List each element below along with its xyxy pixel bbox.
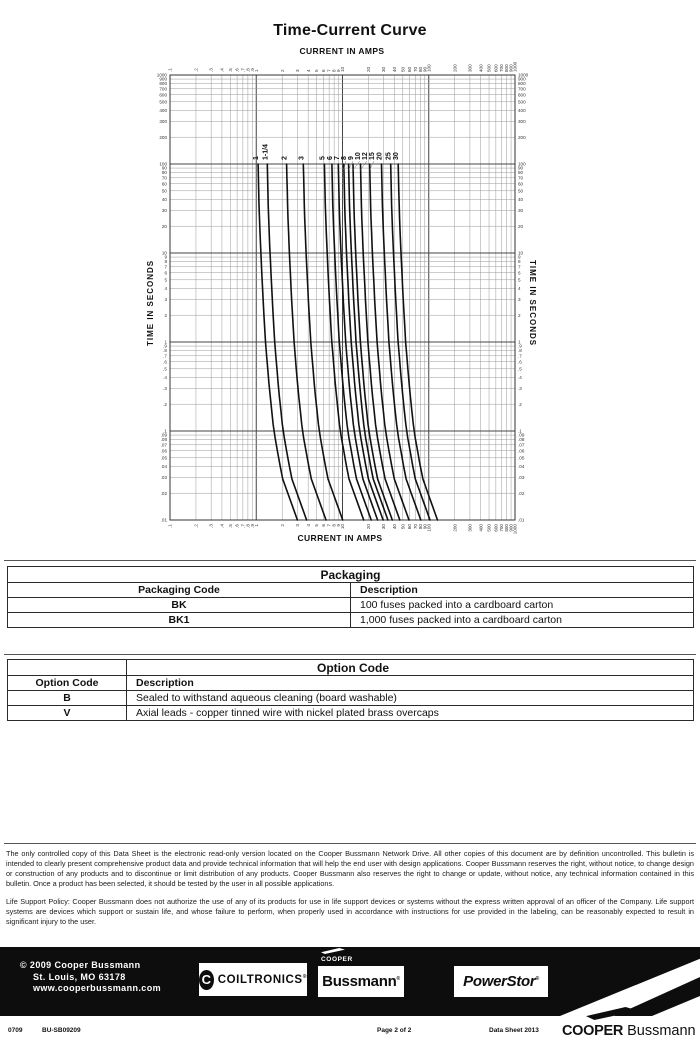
svg-text:9: 9 [164,254,167,260]
svg-text:2: 2 [164,312,167,318]
svg-text:40: 40 [518,197,524,203]
svg-text:9: 9 [336,524,342,527]
website-line: www.cooperbussmann.com [33,983,161,993]
curve-label: 20 [376,152,384,160]
svg-text:700: 700 [499,64,505,72]
svg-text:6: 6 [518,270,521,276]
svg-text:50: 50 [518,188,524,194]
svg-text:10: 10 [340,66,346,72]
svg-text:.4: .4 [163,375,167,381]
registered-mark-icon: ® [302,973,307,980]
cooper-wordmark-small: COOPER [321,955,353,963]
curve-label: 10 [354,152,362,160]
svg-text:400: 400 [478,64,484,72]
svg-text:.7: .7 [240,524,246,528]
svg-text:.05: .05 [160,455,167,461]
svg-text:.3: .3 [163,386,167,392]
table-row [8,613,694,628]
svg-text:9: 9 [336,69,342,72]
svg-text:500: 500 [486,524,492,532]
svg-text:.3: .3 [208,524,214,528]
column-header: Packaging Code [8,583,351,598]
svg-text:1000: 1000 [156,72,167,78]
curve-label: 9 [347,156,355,160]
svg-text:20: 20 [366,66,372,72]
svg-text:4: 4 [164,286,167,292]
coiltronics-logo [199,963,307,996]
svg-text:6: 6 [164,270,167,276]
svg-text:30: 30 [381,66,387,72]
svg-text:.4: .4 [219,68,225,72]
address-line: St. Louis, MO 63178 [33,971,126,982]
table-header-row [8,676,694,691]
svg-text:500: 500 [486,64,492,72]
powerstor-label: PowerStor® [463,973,539,990]
svg-text:30: 30 [381,524,387,530]
table-row [8,706,694,721]
svg-text:7: 7 [518,264,521,270]
svg-text:6: 6 [320,524,326,527]
svg-text:1: 1 [164,339,167,345]
description-cell: Sealed to withstand aqueous cleaning (board washable) [127,691,694,706]
svg-text:40: 40 [392,66,398,72]
svg-text:.08: .08 [160,437,167,443]
svg-text:600: 600 [493,524,499,532]
svg-text:800: 800 [504,524,510,532]
svg-text:300: 300 [467,64,473,72]
svg-text:.8: .8 [245,524,251,528]
svg-text:.06: .06 [160,448,167,454]
svg-text:100: 100 [426,64,432,72]
svg-text:.4: .4 [518,375,522,381]
doc-number: BU-SB09209 [42,1027,81,1034]
svg-text:.09: .09 [518,432,525,438]
svg-text:80: 80 [417,524,423,530]
svg-text:500: 500 [518,99,526,105]
svg-text:1: 1 [518,339,521,345]
svg-text:.02: .02 [160,490,167,496]
powerstor-logo [454,966,548,997]
svg-text:5: 5 [314,524,320,527]
svg-text:40: 40 [392,524,398,530]
svg-text:300: 300 [518,119,526,125]
copyright-line: © 2009 Cooper Bussmann [20,960,141,970]
bussmann-label: Bussmann® [322,973,400,990]
svg-text:900: 900 [508,64,514,72]
svg-text:60: 60 [407,66,413,72]
code-cell: V [8,706,127,721]
option-code-table [7,659,694,721]
svg-text:90: 90 [161,165,167,171]
svg-text:700: 700 [499,524,505,532]
svg-text:800: 800 [159,81,167,87]
svg-text:10: 10 [161,250,167,256]
svg-text:80: 80 [518,170,524,176]
svg-text:70: 70 [518,175,524,181]
svg-text:.5: .5 [163,366,167,372]
svg-text:.09: .09 [160,432,167,438]
svg-text:30: 30 [161,208,167,214]
svg-text:300: 300 [159,119,167,125]
svg-text:5: 5 [164,277,167,283]
svg-text:20: 20 [161,223,167,229]
svg-text:4: 4 [305,69,311,72]
svg-text:8: 8 [331,524,337,527]
svg-text:600: 600 [518,92,526,98]
svg-text:.1: .1 [518,428,522,434]
svg-text:.8: .8 [245,68,251,72]
svg-text:90: 90 [422,524,428,530]
svg-text:10: 10 [518,250,524,256]
page-indicator: Page 2 of 2 [377,1027,412,1034]
svg-text:.3: .3 [208,68,214,72]
packaging-grid [7,566,694,628]
svg-text:1000: 1000 [518,72,529,78]
svg-text:70: 70 [412,66,418,72]
x-axis-label-top: CURRENT IN AMPS [299,46,385,56]
svg-text:8: 8 [164,259,167,265]
svg-text:8: 8 [518,259,521,265]
svg-text:.07: .07 [518,442,525,448]
table-row [8,598,694,613]
svg-text:700: 700 [518,86,526,92]
svg-text:.9: .9 [249,68,255,72]
svg-text:20: 20 [518,223,524,229]
brand-cooper-label: COOPER [562,1023,624,1039]
table-title: Packaging [8,567,694,583]
svg-text:3: 3 [295,69,301,72]
svg-text:.6: .6 [518,359,522,365]
curve-label: 25 [385,152,393,160]
curve-label: 1-1/4 [262,144,270,160]
svg-text:.7: .7 [163,353,167,359]
svg-text:500: 500 [159,99,167,105]
bussmann-logo [318,966,404,997]
svg-text:.08: .08 [518,437,525,443]
svg-text:.06: .06 [518,448,525,454]
curve-label: 8 [340,156,348,160]
table-header-row [8,583,694,598]
svg-text:100: 100 [426,524,432,532]
svg-text:200: 200 [452,524,458,532]
datasheet-number: Data Sheet 2013 [489,1027,539,1034]
svg-text:30: 30 [518,208,524,214]
svg-text:.03: .03 [160,475,167,481]
svg-text:600: 600 [159,92,167,98]
curve-label: 7 [333,156,341,160]
svg-text:400: 400 [159,108,167,114]
svg-text:3: 3 [518,297,521,303]
column-header: Option Code [8,676,127,691]
svg-text:200: 200 [452,64,458,72]
curve-label: 12 [361,152,369,160]
cooper-bussmann-brand [562,1023,696,1039]
svg-text:.7: .7 [240,68,246,72]
curve-label: 1 [253,156,261,160]
svg-text:400: 400 [478,524,484,532]
svg-text:.3: .3 [518,386,522,392]
svg-text:.1: .1 [167,68,173,72]
svg-text:5: 5 [518,277,521,283]
svg-text:7: 7 [326,69,332,72]
column-header: Description [351,583,694,598]
packaging-table [7,566,694,628]
svg-text:6: 6 [320,69,326,72]
svg-text:3: 3 [164,297,167,303]
column-header: Description [127,676,694,691]
svg-text:9: 9 [518,254,521,260]
svg-text:.03: .03 [518,475,525,481]
svg-text:.1: .1 [167,524,173,528]
svg-text:1: 1 [253,524,259,527]
svg-text:.2: .2 [193,68,199,72]
chart-title: Time-Current Curve [273,22,427,39]
code-cell: B [8,691,127,706]
svg-text:50: 50 [400,524,406,530]
svg-text:.9: .9 [249,524,255,528]
svg-text:.02: .02 [518,490,525,496]
code-cell: BK [8,598,351,613]
coiltronics-label: COILTRONICS® [217,973,307,986]
svg-text:60: 60 [161,181,167,187]
description-cell: 100 fuses packed into a cardboard carton [351,598,694,613]
svg-text:50: 50 [400,66,406,72]
svg-text:.5: .5 [518,366,522,372]
code-cell: BK1 [8,613,351,628]
svg-text:90: 90 [422,66,428,72]
table-row [8,691,694,706]
svg-text:40: 40 [161,197,167,203]
svg-text:.8: .8 [518,348,522,354]
footer-copyright-block [20,960,161,995]
divider-above-legal [4,843,696,844]
description-cell: Axial leads - copper tinned wire with nickel plated brass overcaps [127,706,694,721]
svg-text:.2: .2 [518,401,522,407]
svg-text:2: 2 [279,69,285,72]
svg-text:.04: .04 [160,464,167,470]
svg-text:20: 20 [366,524,372,530]
svg-text:1: 1 [253,69,259,72]
svg-text:300: 300 [467,524,473,532]
svg-text:100: 100 [159,161,167,167]
y-axis-label-right: TIME IN SECONDS [528,259,537,347]
svg-text:7: 7 [164,264,167,270]
curve-label: 6 [326,156,334,160]
svg-text:80: 80 [161,170,167,176]
brand-bussmann-label: Bussmann [627,1023,696,1039]
svg-text:800: 800 [504,64,510,72]
registered-mark-icon: ® [396,976,400,982]
divider-above-packaging [4,560,696,561]
svg-text:60: 60 [407,524,413,530]
svg-text:.6: .6 [163,359,167,365]
svg-text:4: 4 [305,524,311,527]
svg-text:50: 50 [161,188,167,194]
table-title-empty-cell [8,660,127,676]
svg-text:.01: .01 [518,517,525,523]
svg-text:.9: .9 [518,343,522,349]
curve-label: 2 [281,156,289,160]
x-axis-label-bottom: CURRENT IN AMPS [297,533,383,543]
svg-text:10: 10 [340,524,346,530]
svg-text:.04: .04 [518,464,525,470]
curve-label: 3 [298,156,306,160]
legal-paragraph-life-support: Life Support Policy: Cooper Bussmann does not authorize the use of any of its products for use in life support devices or systems without the express written approval of an officer of the Company. Life support systems are devices which support or sustain life, and whose failure to perform, when properly used in accordance with instructions for use provided in the labeling, can be reasonably expected to result in significant injury to the user. [6,897,694,926]
y-axis-label-left: TIME IN SECONDS [146,259,155,347]
svg-text:5: 5 [314,69,320,72]
svg-text:.1: .1 [163,428,167,434]
svg-text:900: 900 [508,524,514,532]
svg-text:.5: .5 [227,68,233,72]
svg-text:80: 80 [417,66,423,72]
svg-text:90: 90 [518,165,524,171]
svg-text:.01: .01 [160,517,167,523]
svg-text:.07: .07 [160,442,167,448]
coiltronics-icon: C [199,970,214,990]
svg-text:70: 70 [412,524,418,530]
svg-text:200: 200 [159,134,167,140]
description-cell: 1,000 fuses packed into a cardboard carton [351,613,694,628]
svg-text:800: 800 [518,81,526,87]
svg-text:900: 900 [518,76,526,82]
svg-text:.7: .7 [518,353,522,359]
divider-above-option [4,654,696,655]
svg-text:70: 70 [161,175,167,181]
svg-text:7: 7 [326,524,332,527]
svg-text:.2: .2 [193,524,199,528]
curve-label: 15 [368,152,376,160]
svg-text:400: 400 [518,108,526,114]
option-grid [7,659,694,721]
svg-text:.2: .2 [163,401,167,407]
registered-mark-icon: ® [535,976,539,982]
svg-text:.6: .6 [234,68,240,72]
legal-paragraph-controlled-copy: The only controlled copy of this Data Sheet is the electronic read-only version located on the Cooper Bussmann Network Drive. All other copies of this document are by definition uncontrolled. This bulletin is intended to clearly present comprehensive product data and provide technical information that will help the end user with design applications. Cooper Bussmann reserves the right, without notice, to change design or construction of any products and to discontinue or limit distribution of any products. Cooper Bussmann also reserves the right to change or update, without notice, any technical information contained in this bulletin. Once a product has been selected, it should be tested by the user in all possible applications. [6,849,694,888]
svg-text:1000: 1000 [512,61,518,72]
svg-text:200: 200 [518,134,526,140]
svg-text:2: 2 [279,524,285,527]
svg-text:700: 700 [159,86,167,92]
doc-code: 0709 [8,1027,23,1034]
svg-text:.8: .8 [163,348,167,354]
curve-label: 5 [319,156,327,160]
svg-text:.9: .9 [163,343,167,349]
curve-label: 30 [393,152,401,160]
svg-text:.5: .5 [227,524,233,528]
svg-text:3: 3 [295,524,301,527]
svg-text:900: 900 [159,76,167,82]
svg-text:.05: .05 [518,455,525,461]
svg-text:.4: .4 [219,524,225,528]
svg-text:100: 100 [518,161,526,167]
svg-text:2: 2 [518,312,521,318]
svg-text:.6: .6 [234,524,240,528]
svg-text:600: 600 [493,64,499,72]
table-title: Option Code [127,660,694,676]
svg-text:60: 60 [518,181,524,187]
svg-text:8: 8 [331,69,337,72]
svg-text:4: 4 [518,286,521,292]
svg-text:1000: 1000 [512,524,518,535]
